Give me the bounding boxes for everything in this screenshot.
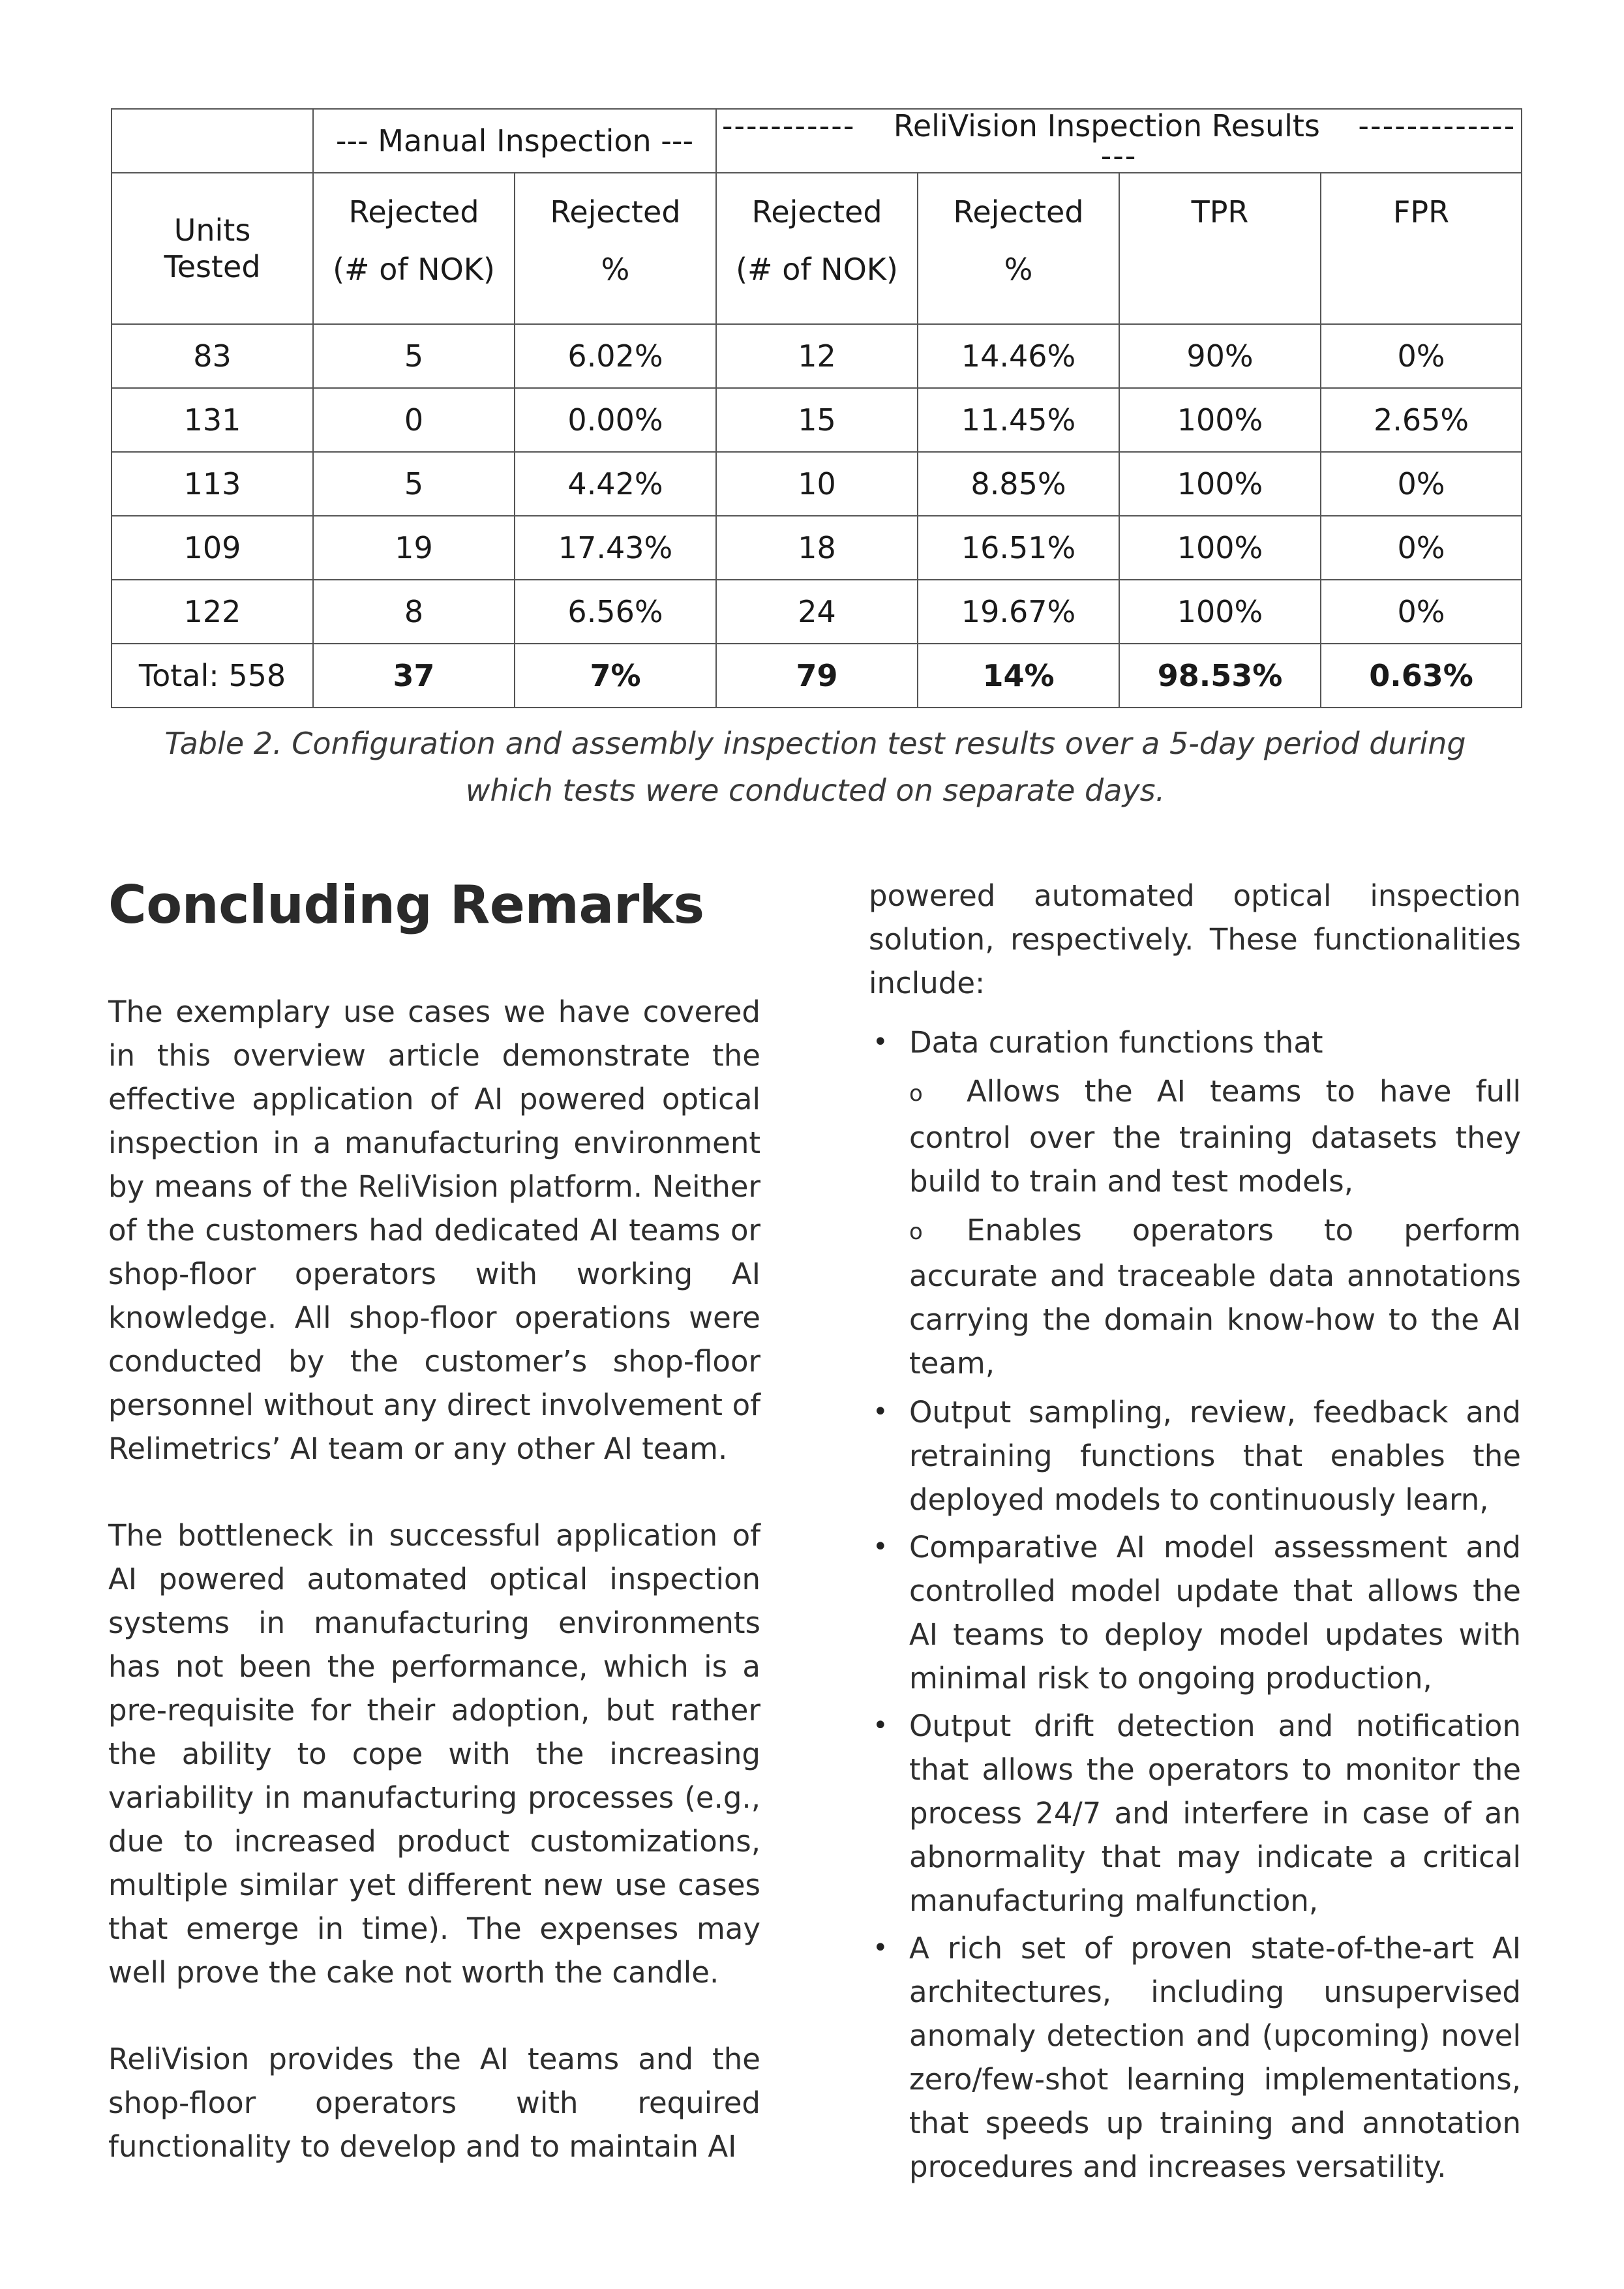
table-cell: 83 bbox=[112, 324, 313, 388]
table-cell: 100% bbox=[1119, 452, 1321, 516]
table-cell: 37 bbox=[313, 644, 515, 708]
fpr-header: FPR bbox=[1321, 173, 1522, 324]
paragraph-relivision-provides: ReliVision provides the AI teams and the shop-floor operators with required functionality to develop and to maintain AI bbox=[108, 2042, 760, 2164]
inspection-results-table bbox=[111, 108, 1522, 708]
table-row bbox=[112, 452, 1522, 516]
list-item-text: Output sampling, review, feedback and retraining functions that enables the deployed models to continuously learn, bbox=[909, 1395, 1521, 1517]
total-units-cell: Total: 558 bbox=[112, 644, 313, 708]
bullet-icon: • bbox=[873, 1397, 888, 1427]
table-cell: 24 bbox=[716, 580, 918, 644]
table-cell: 5 bbox=[313, 324, 515, 388]
table-cell: 0.63% bbox=[1321, 644, 1522, 708]
table-row bbox=[112, 324, 1522, 388]
header-line2: (# of NOK) bbox=[736, 252, 898, 287]
bullet-icon: • bbox=[873, 1027, 888, 1057]
table-total-row bbox=[112, 644, 1522, 708]
manual-rejected-count-header bbox=[313, 173, 515, 324]
left-column bbox=[108, 871, 760, 2211]
table-cell: 100% bbox=[1119, 516, 1321, 580]
paragraph-bottleneck: The bottleneck in successful application of AI powered automated optical inspection systems in manufacturing environments has not been the performance, which is a pre-requisite for their adoption, but rather the ability to cope with the increasing variability in manufacturing processes (e.g., due to increased product customizations, multiple similar yet different new use cases that emerge in time). The expenses may well prove the cake not worth the candle. bbox=[108, 1518, 760, 1990]
list-item-text: A rich set of proven state-of-the-art AI architectures, including unsupervised anomaly detection and (upcoming) novel zero/few-shot learning implementations, that speeds up training and annotation procedures and increases versatility. bbox=[909, 1931, 1521, 2184]
units-header-line2: Tested bbox=[164, 249, 261, 284]
table-cell: 0% bbox=[1321, 580, 1522, 644]
list-item-data-curation bbox=[869, 1021, 1521, 1385]
table-cell: 0 bbox=[313, 388, 515, 452]
table-cell: 19.67% bbox=[918, 580, 1119, 644]
table-cell: 11.45% bbox=[918, 388, 1119, 452]
list-item-drift-detection bbox=[869, 1704, 1521, 1922]
table-cell: 12 bbox=[716, 324, 918, 388]
table-cell: 10 bbox=[716, 452, 918, 516]
header-line1: Rejected bbox=[348, 194, 479, 230]
header-dashes-right: ---------------- bbox=[1100, 108, 1516, 173]
circle-bullet-icon: o bbox=[909, 1219, 923, 1245]
right-column bbox=[869, 874, 1521, 2192]
caption-line-2: which tests were conducted on separate days. bbox=[465, 773, 1165, 808]
table-cell: 131 bbox=[112, 388, 313, 452]
sub-list-item-text: Enables operators to perform accurate and traceable data annotations carrying the domain know-how to the AI team, bbox=[909, 1212, 1521, 1381]
table-cell: 15 bbox=[716, 388, 918, 452]
header-dashes-left: ----------- bbox=[721, 108, 856, 143]
relivision-rejected-percent-header bbox=[918, 173, 1119, 324]
list-item-text: Comparative AI model assessment and controlled model update that allows the AI teams to deploy model updates with minimal risk to ongoing production, bbox=[909, 1530, 1521, 1696]
table-cell: 7% bbox=[515, 644, 716, 708]
table-cell: 6.02% bbox=[515, 324, 716, 388]
data-curation-sublist bbox=[909, 1070, 1521, 1385]
header-line2: (# of NOK) bbox=[333, 252, 495, 287]
table-cell: 109 bbox=[112, 516, 313, 580]
sub-list-item bbox=[909, 1208, 1521, 1386]
circle-bullet-icon: o bbox=[909, 1080, 923, 1107]
table-cell: 100% bbox=[1119, 580, 1321, 644]
table-cell: 6.56% bbox=[515, 580, 716, 644]
table-cell: 100% bbox=[1119, 388, 1321, 452]
caption-line-1: Table 2. Configuration and assembly inspection test results over a 5-day period during bbox=[164, 726, 1466, 761]
tpr-header: TPR bbox=[1119, 173, 1321, 324]
table-cell: 17.43% bbox=[515, 516, 716, 580]
table-cell: 18 bbox=[716, 516, 918, 580]
functionality-list bbox=[869, 1021, 1521, 2189]
table-cell: 0% bbox=[1321, 452, 1522, 516]
table-cell: 0.00% bbox=[515, 388, 716, 452]
table-cell: 14.46% bbox=[918, 324, 1119, 388]
table-cell: 8.85% bbox=[918, 452, 1119, 516]
header-line1: Rejected bbox=[953, 194, 1084, 230]
table-cell: 98.53% bbox=[1119, 644, 1321, 708]
relivision-header-label: ReliVision Inspection Results bbox=[893, 108, 1320, 143]
header-line1: Rejected bbox=[550, 194, 681, 230]
table-caption bbox=[130, 720, 1500, 814]
table-cell: 4.42% bbox=[515, 452, 716, 516]
units-header-line1: Units bbox=[173, 213, 251, 248]
manual-inspection-header: --- Manual Inspection --- bbox=[313, 109, 716, 173]
list-item-text: Data curation functions that bbox=[909, 1025, 1323, 1060]
table-cell: 122 bbox=[112, 580, 313, 644]
list-item-text: Output drift detection and notification that allows the operators to monitor the process 24/7 and interfere in case of an abnormality that may indicate a critical manufacturing malfunction, bbox=[909, 1709, 1521, 1918]
table-cell: 8 bbox=[313, 580, 515, 644]
relivision-rejected-count-header bbox=[716, 173, 918, 324]
header-line2: % bbox=[601, 252, 630, 287]
paragraph-use-cases: The exemplary use cases we have covered in this overview article demonstrate the effective application of AI powered optical inspection in a manufacturing environment by means of the ReliVision platform. Neither of the customers had dedicated AI teams or shop-floor operators with working AI knowledge. All shop-floor operations were conducted by the customer’s shop-floor personnel without any direct involvement of Relimetrics’ AI team or any other AI team. bbox=[108, 995, 760, 1466]
paragraph-functionalities-intro: powered automated optical inspection solution, respectively. These functionalities include: bbox=[869, 878, 1521, 1000]
table-cell: 2.65% bbox=[1321, 388, 1522, 452]
empty-corner-cell bbox=[112, 109, 313, 173]
units-tested-header bbox=[112, 173, 313, 324]
section-heading: Concluding Remarks bbox=[108, 875, 704, 935]
table-cell: 14% bbox=[918, 644, 1119, 708]
header-line2: % bbox=[1004, 252, 1033, 287]
sub-list-item bbox=[909, 1070, 1521, 1203]
table-cell: 0% bbox=[1321, 516, 1522, 580]
table-cell: 0% bbox=[1321, 324, 1522, 388]
relivision-results-header bbox=[716, 109, 1522, 173]
sub-list-item-text: Allows the AI teams to have full control over the training datasets they build to train and test models, bbox=[909, 1074, 1521, 1199]
table-cell: 5 bbox=[313, 452, 515, 516]
table-group-header-row bbox=[112, 109, 1522, 173]
list-item-output-sampling bbox=[869, 1390, 1521, 1521]
table-cell: 113 bbox=[112, 452, 313, 516]
bullet-icon: • bbox=[873, 1532, 888, 1562]
table-column-header-row bbox=[112, 173, 1522, 324]
list-item-ai-architectures bbox=[869, 1926, 1521, 2189]
list-item-model-assessment bbox=[869, 1525, 1521, 1700]
table-cell: 90% bbox=[1119, 324, 1321, 388]
header-line1: Rejected bbox=[751, 194, 882, 230]
table-row bbox=[112, 516, 1522, 580]
bullet-icon: • bbox=[873, 1933, 888, 1963]
table-row bbox=[112, 388, 1522, 452]
table-cell: 16.51% bbox=[918, 516, 1119, 580]
table-row bbox=[112, 580, 1522, 644]
manual-rejected-percent-header bbox=[515, 173, 716, 324]
bullet-icon: • bbox=[873, 1711, 888, 1741]
table-cell: 19 bbox=[313, 516, 515, 580]
table-cell: 79 bbox=[716, 644, 918, 708]
